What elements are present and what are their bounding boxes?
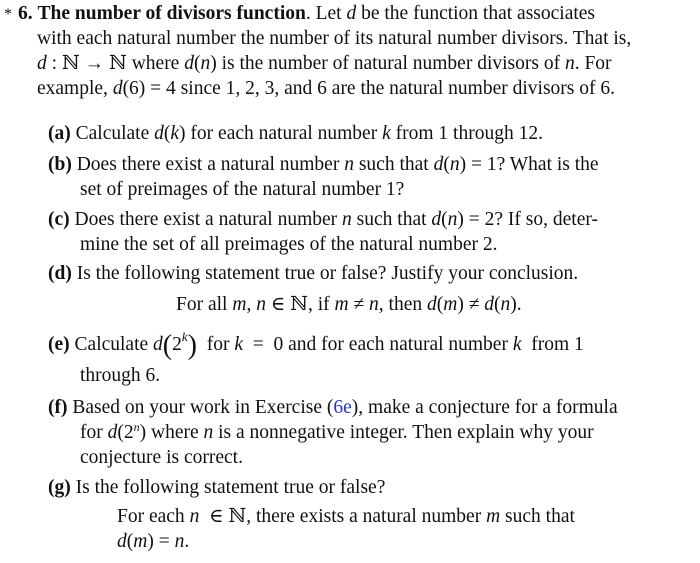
- part-b-label: (b): [48, 154, 72, 175]
- part-d-label: (d): [48, 263, 72, 284]
- part-g-statement-cont: d(m) = n.: [117, 531, 190, 552]
- part-f-label: (f): [48, 397, 68, 418]
- part-d-statement: For all m, n ∈ ℕ, if m ≠ n, then d(m) ≠ d(n).: [176, 294, 522, 315]
- part-d: (d) Is the following statement true or false? Justify your conclusion.: [48, 263, 579, 284]
- part-f-cont-2: conjecture is correct.: [80, 447, 243, 468]
- intro-line-4: example, d(6) = 4 since 1, 2, 3, and 6 are the natural number divisors of 6.: [37, 78, 615, 99]
- part-g-label: (g): [48, 477, 71, 498]
- part-a: (a) Calculate d(k) for each natural number k from 1 through 12.: [48, 123, 543, 144]
- intro-line-3: d : ℕ → ℕ where d(n) is the number of natural number divisors of n. For: [37, 53, 612, 74]
- exercise-number: 6.: [18, 3, 33, 24]
- part-c-cont: mine the set of all preimages of the natural number 2.: [80, 234, 498, 255]
- exercise-reference-link[interactable]: 6e: [333, 397, 352, 418]
- part-e: (e) Calculate d(2$^k$) for k = 0 and for each natural number k from 1: [48, 329, 584, 361]
- exercise-title: The number of divisors function: [37, 3, 306, 24]
- intro-line-2: with each natural number the number of its natural number divisors. That is,: [37, 28, 632, 49]
- part-g-statement: For each n ∈ ℕ, there exists a natural number m such that: [117, 506, 575, 527]
- part-a-label: (a): [48, 123, 71, 144]
- part-b: (b) Does there exist a natural number n such that d(n) = 1? What is the: [48, 154, 599, 175]
- part-e-label: (e): [48, 334, 70, 355]
- part-e-cont: through 6.: [80, 365, 161, 386]
- part-c: (c) Does there exist a natural number n such that d(n) = 2? If so, deter-: [48, 209, 598, 230]
- part-b-cont: set of preimages of the natural number 1?: [80, 179, 405, 200]
- part-f-cont-1: for d(2$^n$) where n is a nonnegative integer. Then explain why your: [80, 420, 594, 443]
- part-f: (f) Based on your work in Exercise (6e), make a conjecture for a formula: [48, 397, 618, 418]
- part-g: (g) Is the following statement true or false?: [48, 477, 386, 498]
- exercise-heading-line: 6. The number of divisors function. Let d be the function that associates: [18, 3, 596, 24]
- part-c-label: (c): [48, 209, 70, 230]
- starred-marker: *: [4, 6, 12, 23]
